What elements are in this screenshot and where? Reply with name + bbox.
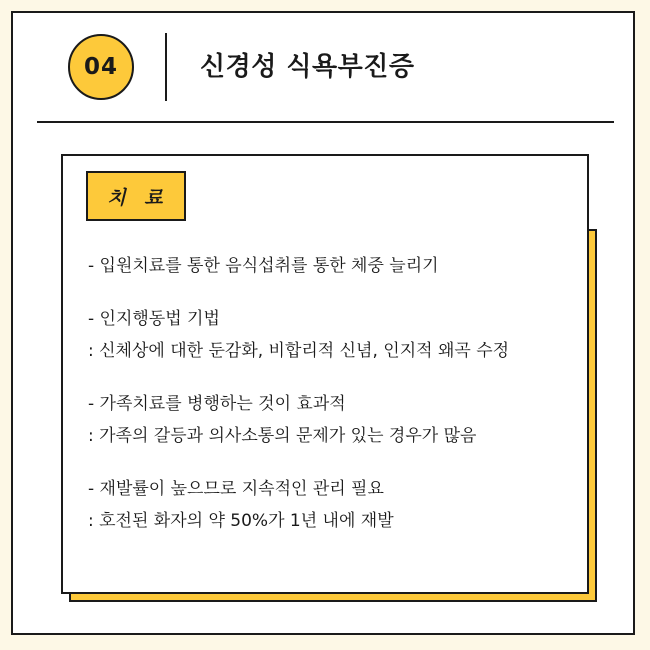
header-rule <box>37 121 614 123</box>
treatment-line: - 가족치료를 병행하는 것이 효과적 <box>88 394 346 414</box>
treatment-detail: : 호전된 화자의 약 50%가 1년 내에 재발 <box>88 511 394 531</box>
section-number-badge <box>68 34 134 100</box>
treatment-item <box>88 250 568 282</box>
treatment-badge-label: 치 료 <box>107 186 165 209</box>
treatment-detail: : 신체상에 대한 둔감화, 비합리적 신념, 인지적 왜곡 수정 <box>88 341 510 361</box>
treatment-item <box>88 303 568 367</box>
treatment-line: - 입원치료를 통한 음식섭취를 통한 체중 늘리기 <box>88 256 439 276</box>
page-title: 신경성 식욕부진증 <box>200 52 415 82</box>
treatment-list <box>88 250 568 558</box>
treatment-detail: : 가족의 갈등과 의사소통의 문제가 있는 경우가 많음 <box>88 426 477 446</box>
treatment-line: - 인지행동법 기법 <box>88 309 220 329</box>
treatment-item <box>88 473 568 537</box>
treatment-badge <box>86 171 186 221</box>
header-divider <box>165 33 167 101</box>
treatment-line: - 재발률이 높으므로 지속적인 관리 필요 <box>88 479 384 499</box>
section-number: 04 <box>83 54 118 80</box>
treatment-item <box>88 388 568 452</box>
